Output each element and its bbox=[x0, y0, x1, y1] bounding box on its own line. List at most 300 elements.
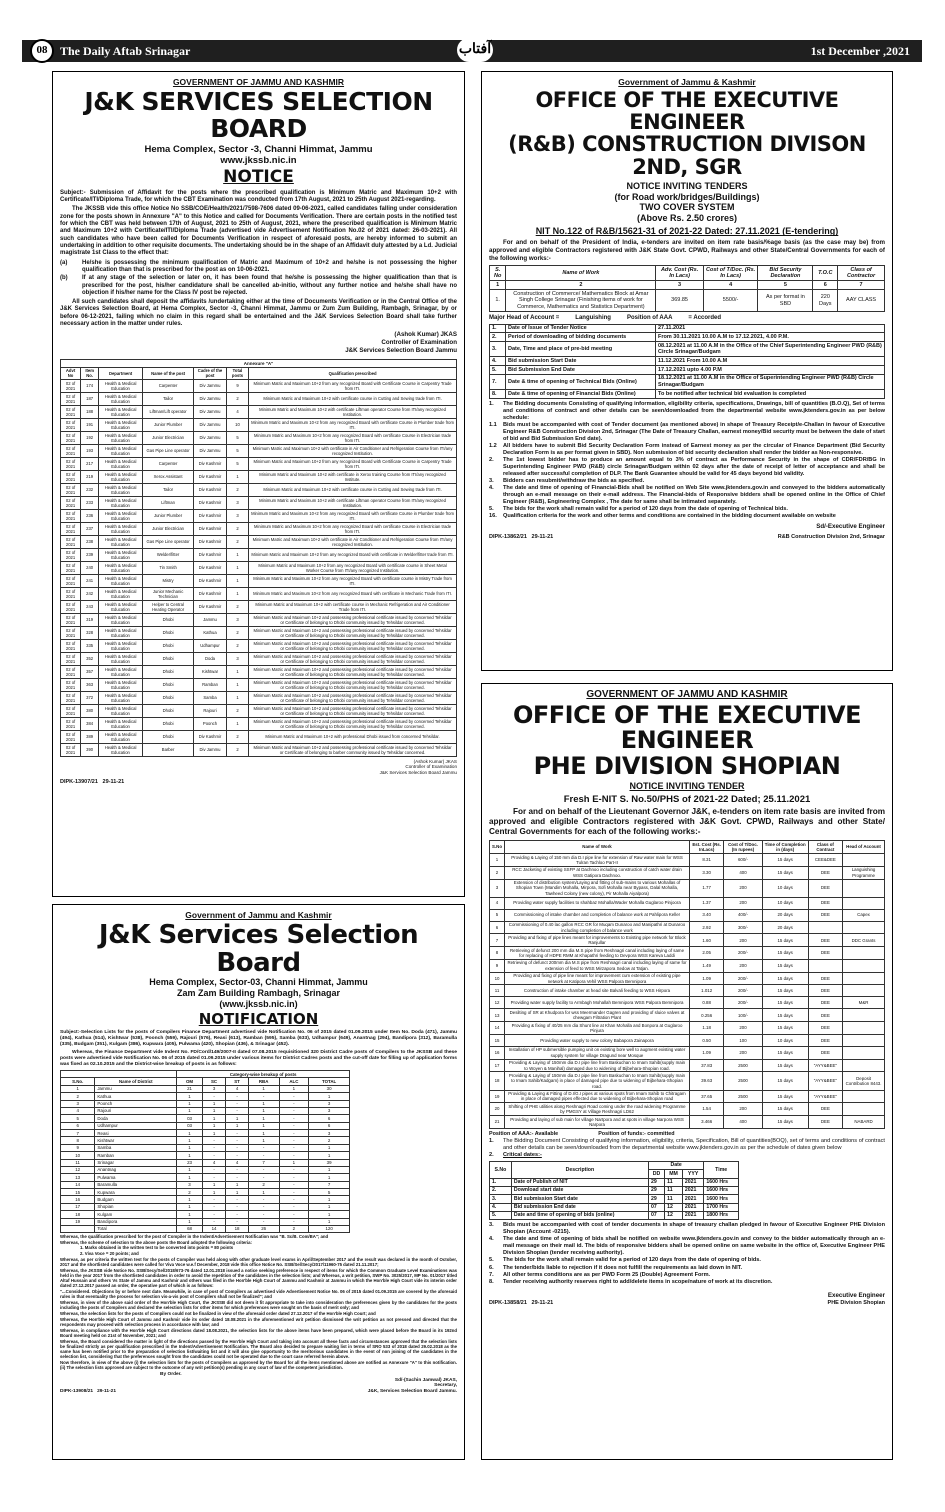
notification-paragraph: Whereas, as per criteria the written test for the posts of Compiler was held along with other graduate level exams in April/September 2017 and the result was declared in the month of October, 2017 and the shortlisted candidates were called for Viva Voce w.e.f December, 2018 vide this office Notice No. SSB/Sel/Secy/2017/11960-75 dated 21.11.2017; bbox=[60, 1256, 457, 1267]
annexure-cell: 239 bbox=[81, 548, 99, 561]
annexure-cell: Gas Pipe Line operator bbox=[143, 535, 194, 548]
annexure-cell: Minimum Matric and Maximum 10+2 from any recognized Board with certificate course in Mistry Trade from ITI. bbox=[249, 574, 457, 587]
ad2-works-table bbox=[489, 265, 885, 312]
annexure-cell: Health & Medical Education bbox=[99, 457, 143, 470]
phe-cell: Providing & Laying of 150mm dia D.I pipe line from Baskuchan to Imam Sahib(supply main to Imam Sahib/Kadgam) in place of damaged pipe due to widening of Bijbehara-Shopian road. bbox=[505, 1072, 690, 1090]
district-cell: 1 bbox=[309, 1203, 350, 1210]
annexure-row bbox=[61, 613, 457, 626]
annexure-cell: 02 of 2021 bbox=[61, 509, 81, 522]
condition-text: The 1st lowest bidder has to produce an amount equal to 3% of contract as Performance Security in the shape of CDR/FDR/BG in Superintending Engineer PWD (R&B) circle Srinagar/Budgam within 02 days after the date of receipt of letter of acceptance and shall be released after successful completion of DLP. The Bank Guarantee should be valid for 45 days beyond bid validity. bbox=[503, 456, 885, 477]
phe-cell: 200 bbox=[724, 959, 762, 972]
phe-cell: 15 days bbox=[762, 972, 808, 985]
annexure-cell: 232 bbox=[81, 483, 99, 496]
district-header: SC bbox=[202, 1078, 226, 1085]
district-cell: - bbox=[226, 1166, 248, 1173]
district-cell: - bbox=[248, 1152, 279, 1159]
phe-cell: 2500 bbox=[724, 1059, 762, 1072]
phe-date-cell: 12 bbox=[665, 1211, 683, 1219]
annexure-cell: Div Kashmir bbox=[194, 457, 227, 470]
district-cell: 7 bbox=[248, 1159, 279, 1166]
ad4-sign bbox=[489, 1292, 885, 1300]
annexure-cell: Health & Medical Education bbox=[99, 379, 143, 392]
annexure-cell: Health & Medical Education bbox=[99, 704, 143, 717]
district-cell: - bbox=[226, 1144, 248, 1151]
annexure-cell: Div Jammu bbox=[194, 392, 227, 405]
annexure-cell: Tailor bbox=[143, 483, 194, 496]
district-cell: - bbox=[226, 1218, 248, 1225]
ad1-sign2-name: (Ashok Kumar) JKAS bbox=[413, 758, 457, 764]
annexure-cell: Minimum Matric and Maximum 10+2 and possessing professional certificate issued by concerned Tehsildar or Certificate of belonging to Dhobi community issued by Tehsildar concerned. bbox=[249, 613, 457, 626]
district-cell: 1 bbox=[279, 1085, 309, 1092]
annexure-title: Annexure "A" bbox=[61, 360, 457, 367]
annexure-row bbox=[61, 730, 457, 743]
annexure-cell: 2 bbox=[226, 392, 248, 405]
district-cell: Doda bbox=[95, 1115, 177, 1122]
phe-cell: Providing & Laying of 150mm dia D.I pipe line from Baskuchan to Imam Sahib(supply main to Woyen & Manihal) damaged due to widening of Bijbehara-Shopian road. bbox=[505, 1059, 690, 1072]
district-cell: 6 bbox=[309, 1122, 350, 1129]
district-header: ST bbox=[226, 1078, 248, 1085]
district-cell: 7 bbox=[61, 1130, 95, 1137]
notification-paragraph: Whereas, the scheme of selection to the above posts the Board adopted the following criteria: bbox=[60, 1239, 252, 1245]
phe-cell bbox=[843, 921, 885, 934]
phe-cell: "AYY&BEE" bbox=[808, 1090, 842, 1103]
district-cell: 2 bbox=[177, 1189, 203, 1196]
ad2-s1: NOTICE INVITING TENDERS bbox=[626, 180, 748, 191]
phe-cell: DEE bbox=[808, 897, 842, 909]
annexure-cell: Minimum Matric and Maximum 10+2 with professional Dhobi issued from concerned Tehsildar. bbox=[249, 730, 457, 743]
ad1-web: www.jkssb.nic.in bbox=[220, 155, 297, 167]
district-cell: 1 bbox=[177, 1093, 203, 1100]
works-header: Name of Work bbox=[506, 266, 656, 281]
phe-work-row bbox=[490, 1022, 885, 1035]
annexure-cell: Health & Medical Education bbox=[99, 665, 143, 678]
ad3-gov: Government of Jammu and Kashmir bbox=[185, 910, 332, 920]
district-cell: - bbox=[202, 1144, 226, 1151]
annexure-cell: 174 bbox=[81, 379, 99, 392]
ad4-c1: The Bidding Document Consisting of qualifying information, eligibility, criteria, Specification, Bill of quantities(BOQ), set of terms and conditions of contract and other details can be seen/downloaded from the departmental website www.jktenders.gov.in as per the schedule of dates given below bbox=[503, 1137, 885, 1151]
phe-cell: Providing & Laying of 150 mm dia D.I pipe line for extension of Raw water main for WSS Tulran Tachloo Part-II bbox=[505, 854, 690, 867]
annexure-cell: Dhobi bbox=[143, 626, 194, 639]
phe-date-cell: 07 bbox=[648, 1203, 664, 1211]
district-cell: - bbox=[279, 1203, 309, 1210]
ad3-whereas1: Whereas, the Finance Department vide Indent No. FD/Cord/149/2007-II dated 07.08.2015 requisitioned 320 District Cadre posts of Compilers to the JKSSB and these posts were advertised vide Notification No. 06 of 2015 dated 01.09.2015 under various items for District Cadres posts and the cut-off date for filling up of application forms was fixed as 02.10.2015 and the District-wise breakup of posts is as follows: bbox=[60, 1050, 457, 1068]
district-cell: Total bbox=[95, 1225, 177, 1232]
annexure-cell: Ramban bbox=[194, 678, 227, 691]
district-cell: 30 bbox=[309, 1085, 350, 1092]
annexure-cell: Div Kashmir bbox=[194, 730, 227, 743]
district-cell: 2 bbox=[309, 1137, 350, 1144]
annexure-cell: 328 bbox=[81, 626, 99, 639]
phe-work-row bbox=[490, 947, 885, 960]
district-cell: 9 bbox=[61, 1144, 95, 1151]
annexure-cell: 241 bbox=[81, 574, 99, 587]
phe-cell: 18 bbox=[490, 1072, 505, 1090]
works-cell: As per format in SBD bbox=[758, 290, 813, 312]
phe-cell: 15 days bbox=[762, 959, 808, 972]
works-cell: 5500/- bbox=[703, 290, 758, 312]
district-cell: - bbox=[279, 1152, 309, 1159]
district-cell: 1 bbox=[61, 1085, 95, 1092]
phe-date-cell: 2021 bbox=[682, 1178, 703, 1186]
annexure-cell: Junior Electrician bbox=[143, 522, 194, 535]
phe-date-cell: 1600 Hrs bbox=[704, 1186, 739, 1194]
phe-cell: "AYY&BEE" bbox=[808, 1059, 842, 1072]
works-col-number: 2 bbox=[506, 281, 656, 290]
ad2-head-val: Languishing bbox=[575, 315, 611, 322]
phe-condition-item bbox=[489, 1222, 885, 1236]
district-cell: Srinagar bbox=[95, 1159, 177, 1166]
annexure-cell: Jammu bbox=[194, 613, 227, 626]
phe-cell: 15 days bbox=[762, 934, 808, 947]
district-cell: Kathua bbox=[95, 1093, 177, 1100]
works-header: T.O.C bbox=[813, 266, 838, 281]
annexure-cell: Minimum Matric and Maximum 10+2 from any recognized Board with certificate in Welder/fitter trade from ITI. bbox=[249, 548, 457, 561]
district-cell: 12 bbox=[61, 1166, 95, 1173]
phe-cell: 15 days bbox=[762, 866, 808, 879]
phe-date-row bbox=[490, 1195, 739, 1203]
annexure-cell: Health & Medical Education bbox=[99, 405, 143, 418]
annexure-row bbox=[61, 652, 457, 665]
phe-cell: Shifting of PHE utilities along Reshnagri Road coming under the road widening Programme by PMGSY at Village Reshnagri LD62 bbox=[505, 1103, 690, 1116]
phe-cell: Retrieving of defunct 200 mm dia M.S pipe from Reshnagri canal including laying of same for replacing of HDPE RMM at Khapathri feeding to Devpora WSS Kareva Laddi bbox=[505, 947, 690, 960]
district-row bbox=[61, 1174, 350, 1181]
phe-cell: 4 bbox=[490, 897, 505, 909]
district-cell: - bbox=[279, 1100, 309, 1107]
annexure-cell: 187 bbox=[81, 392, 99, 405]
annexure-cell: 188 bbox=[81, 405, 99, 418]
district-cell: 1 bbox=[177, 1203, 203, 1210]
annexure-cell: 192 bbox=[81, 431, 99, 444]
notification-paragraph: Whereas, the JKSSB vide Notice No. SSB/Secy/Sel/2018/673-76 dated 12.01.2018 issued a notice seeking preference in respect of items for which the Common Graduate Level Examinations was held in the year 2017 from the shortlisted candidates in order to avoid the repetition of the candidates in the selection lists; and Whereas, a writ petition, SWP No. 3025/2017, MP No. 01/2017 titled Altaf Hussain and others Vs State of Jammu and Kashmir and others was filed in the Hon'ble High Court of Jammu and Kashmir at Jammu in which the Hon'ble High Court vide its interim order dated 27.12.2017 passed an order, the operative part of which is as follows: bbox=[60, 1267, 457, 1289]
schedule-cell: 2. bbox=[490, 333, 506, 342]
district-cell: 1 bbox=[309, 1144, 350, 1151]
annexure-cell: 2 bbox=[226, 639, 248, 652]
annexure-row bbox=[61, 626, 457, 639]
district-cell: 2 bbox=[248, 1181, 279, 1188]
ad4-title1: OFFICE OF THE EXECUTIVE ENGINEER bbox=[512, 701, 861, 755]
notification-paragraph: Whereas, the qualification prescribed for the post of Compiler in the Indent/Advertisement Notification was "B. Sc/B. Com/BA"; and bbox=[60, 1233, 329, 1239]
annexure-row bbox=[61, 561, 457, 574]
district-cell: 6 bbox=[309, 1115, 350, 1122]
annexure-cell: Mistry bbox=[143, 574, 194, 587]
phe-cell: DEE bbox=[808, 1116, 842, 1129]
annexure-cell: 191 bbox=[81, 418, 99, 431]
condition-text: Bidders can resubmit/withdraw the bids as specified. bbox=[503, 477, 645, 484]
annexure-cell: 02 of 2021 bbox=[61, 548, 81, 561]
district-header: ALC bbox=[279, 1078, 309, 1085]
annexure-cell: Minimum Matric and Maximum 10+2 from any recognized Board with certificate Course in Electrician trade from ITI. bbox=[249, 522, 457, 535]
phe-cell: Capex bbox=[843, 909, 885, 921]
district-cell: 120 bbox=[309, 1225, 350, 1232]
district-cell: - bbox=[279, 1122, 309, 1129]
annexure-a-table bbox=[60, 359, 457, 757]
phe-cell: 15 days bbox=[762, 1090, 808, 1103]
district-cell: - bbox=[279, 1166, 309, 1173]
district-cell: - bbox=[202, 1196, 226, 1203]
works-col-number: 4 bbox=[703, 281, 758, 290]
annexure-cell: Minimum Matric and Maximum 10+2 with certificate course in Cutting and Sewing trade from ITI. bbox=[249, 483, 457, 496]
district-row bbox=[61, 1093, 350, 1100]
annexure-header: Item No. bbox=[81, 367, 99, 379]
phe-cell: 200 bbox=[724, 934, 762, 947]
phe-cell: 10 days bbox=[762, 879, 808, 897]
phe-work-row bbox=[490, 1103, 885, 1116]
district-cell: 21 bbox=[177, 1085, 203, 1092]
phe-cell: 15 days bbox=[762, 854, 808, 867]
jkssb-notice-ad bbox=[52, 71, 465, 897]
phe-work-row bbox=[490, 1034, 885, 1046]
annexure-cell: Minimum Matric and Maximum 10+2 and possessing professional certificate issued by concerned Tehsildar or Certificate of belonging to Dhobi community issued by Tehsildar concerned. bbox=[249, 704, 457, 717]
ad4-date-h1: Description bbox=[511, 1161, 648, 1178]
schedule-cell: 8. bbox=[490, 390, 506, 399]
phe-cell: DEE bbox=[808, 985, 842, 997]
district-cell: 17 bbox=[61, 1203, 95, 1210]
annexure-cell: 1 bbox=[226, 548, 248, 561]
newspaper-logo: آفتاب bbox=[457, 38, 493, 62]
schedule-cell: Period of downloading of bidding documents bbox=[506, 333, 656, 342]
annexure-cell: Xerox Assistant bbox=[143, 470, 194, 483]
ad1-item-a-row: (a) He/she is possessing the minimum qualification of Matric and Maximum of 10+2 and he/she is not possessing the higher qualification than that is prescribed for the post as on 10-06-2021. bbox=[60, 259, 457, 273]
annexure-cell: 1 bbox=[226, 717, 248, 730]
phe-cell: Providing & fixing of 40/25 mm dia Shunt line at Khan Mohalla and Bonpora at Guglaroo Pinjura bbox=[505, 1022, 690, 1035]
district-cell: Pulwama bbox=[95, 1174, 177, 1181]
works-header: Bid Security Declaration bbox=[758, 266, 813, 281]
ad2-head-label: Major Head of Account = bbox=[489, 315, 560, 322]
annexure-cell: Health & Medical Education bbox=[99, 639, 143, 652]
ad3-by-order: By Order. bbox=[160, 1371, 182, 1377]
condition-item bbox=[489, 478, 885, 485]
annexure-cell: Minimum Matric and Maximum 10+2 from any recognized Board with Certificate Course in Carpentry Trade from ITI. bbox=[249, 379, 457, 392]
district-cell: - bbox=[202, 1166, 226, 1173]
phe-cell: 21 bbox=[490, 1116, 505, 1129]
phe-date-cell: 29 bbox=[648, 1195, 664, 1203]
phe-cell: 8.31 bbox=[690, 854, 724, 867]
annexure-cell: Div Jammu bbox=[194, 444, 227, 457]
annexure-row bbox=[61, 379, 457, 392]
district-cell: - bbox=[226, 1211, 248, 1218]
ad4-date-h5: Time bbox=[704, 1161, 739, 1178]
annexure-header: Cadre of the post bbox=[194, 367, 227, 379]
annexure-row bbox=[61, 587, 457, 600]
ad1-title: J&K SERVICES SELECTION BOARD bbox=[84, 87, 433, 143]
schedule-cell: 17.12.2021 upto 4.00 P.M bbox=[656, 366, 885, 375]
district-cell: 1 bbox=[309, 1196, 350, 1203]
annexure-cell: Kishtwar bbox=[194, 665, 227, 678]
notification-paragraph: 2. Viva Voce = 20 points; and bbox=[80, 1251, 139, 1257]
annexure-cell: 2 bbox=[226, 626, 248, 639]
district-cell bbox=[61, 1225, 95, 1232]
phe-cell: 12 bbox=[490, 997, 505, 1009]
annexure-cell: 02 of 2021 bbox=[61, 392, 81, 405]
phe-cell: Providing and laying of sub main for village Nartpora and at spots in village Narpora WSS Narpora bbox=[505, 1116, 690, 1129]
district-cell: 10 bbox=[61, 1152, 95, 1159]
phe-cell: Extension of distribution system/Laying and fitting of sub-mains to various Mohallas of Shopian Town (Mandim Mohalla, Mirpora, Sofi Mohalla near Bypass, Dalal Mohalla, Tawheed Colony (new colony), Pir Mohalla Aiyalpora) bbox=[505, 879, 690, 897]
phe-work-row bbox=[490, 985, 885, 997]
annexure-cell: Div Kashmir bbox=[194, 483, 227, 496]
phe-date-cell: 2021 bbox=[682, 1211, 703, 1219]
phe-cell: 200 bbox=[724, 1022, 762, 1035]
condition-number: 1. bbox=[489, 400, 494, 407]
district-cell: 3 bbox=[202, 1085, 226, 1092]
issue-date: 1st December ,2021 bbox=[810, 43, 910, 58]
annexure-cell: 02 of 2021 bbox=[61, 691, 81, 704]
schedule-cell: 08.12.2021 at 11.00 A.M in the Office of the Chief Superintending Engineer PWD (R&B) Circle Srinagar/Budgam bbox=[656, 342, 885, 357]
annexure-cell: Minimum Matric and Maximum 10+2 and possessing professional certificate issued by concerned Tehsildar or Certificate of belonging to Dhobi community issued by Tehsildar concerned. bbox=[249, 678, 457, 691]
phe-date-cell: 3. bbox=[490, 1195, 512, 1203]
annexure-cell: 237 bbox=[81, 522, 99, 535]
annexure-row bbox=[61, 639, 457, 652]
annexure-row bbox=[61, 392, 457, 405]
district-cell: Anantnag bbox=[95, 1166, 177, 1173]
annexure-cell: 2 bbox=[226, 743, 248, 756]
annexure-cell: Minimum Matric and Maximum 10+2 from any recognized Board with certificate Course in Electrician trade from ITI. bbox=[249, 431, 457, 444]
phe-cell: Commissioning of 0.40 lac gallon RCC GR for Muqam Dunaroo and Manipathri at Dunaroo including completion of balance work bbox=[505, 921, 690, 934]
annexure-cell: Health & Medical Education bbox=[99, 652, 143, 665]
district-cell: Budgam bbox=[95, 1196, 177, 1203]
schedule-cell: 11.12.2021 From 10.00 A.M bbox=[656, 357, 885, 366]
works-col-number: 1 bbox=[490, 281, 506, 290]
ad1-sign-name: (Ashok Kumar) JKAS bbox=[394, 331, 457, 339]
phe-work-row bbox=[490, 879, 885, 897]
phe-cell: 300/- bbox=[724, 921, 762, 934]
phe-cell: DEE bbox=[808, 934, 842, 947]
condition-text: The date and time of opening of Financial-Bids shall be notified on Web Site www.jktenders.gov.in and conveyed to the bidders automatically through an e-mail message on their e-mail address. The Financial-bids of Responsive bidders shall be opened online in the Office of Chief Engineer (R&B), Engineering Complex , The date for same shall be intimated separately. bbox=[503, 485, 885, 505]
phe-date-cell: 1800 Hrs bbox=[704, 1211, 739, 1219]
district-cell: 5 bbox=[61, 1115, 95, 1122]
ad3-dipk: DIPK-13908/21 bbox=[60, 1389, 94, 1395]
schedule-cell: 1. bbox=[490, 324, 506, 333]
annexure-cell: 1 bbox=[226, 574, 248, 587]
district-cell: - bbox=[279, 1174, 309, 1181]
annexure-cell: Div Jammu bbox=[194, 379, 227, 392]
district-cell: Udhampur bbox=[95, 1122, 177, 1129]
phe-cell: Providing water supply facilities to shahbaz Mohalla/Wader Mohalla Guglaroo Pinjoora bbox=[505, 897, 690, 909]
annexure-cell: 352 bbox=[81, 652, 99, 665]
district-cell: 1 bbox=[177, 1130, 203, 1137]
annexure-cell: 389 bbox=[81, 730, 99, 743]
district-cell: 1 bbox=[309, 1218, 350, 1225]
condition-number: 16. bbox=[489, 513, 497, 520]
district-breakup-table bbox=[60, 1070, 350, 1233]
annexure-cell: Div Jammu bbox=[194, 743, 227, 756]
district-cell: - bbox=[279, 1130, 309, 1137]
condition-item bbox=[489, 506, 885, 513]
district-cell: - bbox=[226, 1130, 248, 1137]
annexure-cell: 240 bbox=[81, 561, 99, 574]
annexure-cell: Div Kashmir bbox=[194, 548, 227, 561]
phe-cell: CEE&DEE bbox=[808, 854, 842, 867]
phe-cell bbox=[843, 985, 885, 997]
annexure-cell: 357 bbox=[81, 665, 99, 678]
ad2-dipk: DIPK-13862/21 bbox=[489, 533, 527, 540]
district-cell: 1 bbox=[177, 1137, 203, 1144]
district-cell: 4 bbox=[226, 1159, 248, 1166]
notification-paragraph: Whereas, the Board considered the matter in light of the directions passed by the Hon'ble High Court and taking into account all these facts and circumstances approved that the selection lists be finalized strictly as per qualification prescribed in the Indent/Advertisement Notification. The Board also decided to prepare waiting list in terms of SRO 533 of 2018 dated 29.02.2018 as the same has been notified prior to the preparation of selection list/waiting list and it will also give opportunity to the meritorious candidates in the event of non joining of the candidates in the selection list, considering that the preferences sought from the candidates could not be operated due to the court case referred herein above. bbox=[60, 1338, 457, 1360]
schedule-cell: Bid submission Start Date bbox=[506, 357, 656, 366]
district-cell: 3 bbox=[61, 1100, 95, 1107]
district-cell: Kupwara bbox=[95, 1189, 177, 1196]
ad3-sign-title: Secretary, bbox=[434, 1383, 457, 1389]
annexure-cell: 02 of 2021 bbox=[61, 678, 81, 691]
annexure-cell: 02 of 2021 bbox=[61, 496, 81, 509]
schedule-cell: Date & time of opening of Technical Bids (Online) bbox=[506, 374, 656, 389]
district-cell: 1 bbox=[309, 1152, 350, 1159]
phe-cell: NABARD bbox=[843, 1116, 885, 1129]
ad2-sign: Sd/-Executive Engineer bbox=[816, 523, 885, 531]
annexure-cell: Kathua bbox=[194, 626, 227, 639]
district-cell: - bbox=[226, 1137, 248, 1144]
annexure-cell: 02 of 2021 bbox=[61, 639, 81, 652]
ad2-title2: (R&B) CONSTRUCTION DIVISON 2ND, SGR bbox=[508, 132, 866, 179]
ad2-head-account bbox=[489, 315, 885, 322]
district-cell: 1 bbox=[309, 1166, 350, 1173]
phe-cell: RCC Jacketing of existing SSFP at Dachnoo including construction of catch water drain WSS Gatipora Dachnoo. bbox=[505, 866, 690, 879]
annexure-cell: 219 bbox=[81, 470, 99, 483]
phe-date-cell: 29 bbox=[648, 1178, 664, 1186]
district-cell: Kishtwar bbox=[95, 1137, 177, 1144]
works-col-number: 3 bbox=[656, 281, 703, 290]
phe-cell: 15 days bbox=[762, 997, 808, 1009]
district-cell: 1 bbox=[177, 1144, 203, 1151]
district-cell: 14 bbox=[61, 1181, 95, 1188]
phe-cell: 400/- bbox=[724, 909, 762, 921]
annexure-row bbox=[61, 405, 457, 418]
phe-cell: 1.37 bbox=[690, 897, 724, 909]
phe-condition-text: Bids must be accompanied with cost of tender documents in shape of treasury challan pledged in favour of Executive Engineer PHE Division Shopian (Account -0215). bbox=[503, 1222, 885, 1236]
district-row bbox=[61, 1137, 350, 1144]
ad1-gov: GOVERNMENT OF JAMMU AND KASHMIR bbox=[172, 77, 345, 87]
notification-paragraph: 1. Marks obtained in the written test to be converted into points = 80 points bbox=[80, 1245, 234, 1251]
notification-paragraph: "...Considered. Objections by or before next date. Meanwhile, in case of post of Compilers as advertised vide Advertisement Notice No. 06 of 2015 dated 01.09.2015 are covered by the aforesaid rules in that eventuality the process for selection vis-a-vis post of Compilers shall not be finalized"; and bbox=[60, 1289, 457, 1300]
phe-cell: Retrieving of defunct 200mm dia M.S pipe from Reshnagri canal including laying of same for extension of feed to WSS Mirzapora Sedow at Tatjan. bbox=[505, 959, 690, 972]
annexure-row bbox=[61, 678, 457, 691]
annexure-cell: Junior Plumber bbox=[143, 509, 194, 522]
ad3-web: (www.jkssb.nic.in) bbox=[219, 998, 298, 1009]
ad1-footer bbox=[60, 779, 457, 786]
ad1-sign2 bbox=[60, 759, 457, 776]
phe-cell: Deposit Contribution 8443. bbox=[843, 1072, 885, 1090]
annexure-cell: Health & Medical Education bbox=[99, 626, 143, 639]
works-cell: 369.85 bbox=[656, 290, 703, 312]
phe-cell: Construction of intake chamber at head site Balvali feeding to WSS Hirpora bbox=[505, 985, 690, 997]
district-cell: - bbox=[248, 1144, 279, 1151]
annexure-cell: 1 bbox=[226, 678, 248, 691]
annexure-cell: Health & Medical Education bbox=[99, 483, 143, 496]
district-cell: - bbox=[248, 1203, 279, 1210]
annexure-cell: Minimum Matric and Maximum 10+2 with certificate Liftman operator Course from ITI/any recognized Institution. bbox=[249, 405, 457, 418]
district-cell: 4 bbox=[226, 1085, 248, 1092]
phe-date-cell: 2021 bbox=[682, 1186, 703, 1194]
phe-cell bbox=[843, 1009, 885, 1022]
annexure-cell: 02 of 2021 bbox=[61, 561, 81, 574]
annexure-cell: 5 bbox=[226, 444, 248, 457]
phe-cell: 15 days bbox=[762, 1059, 808, 1072]
phe-cell: Languishing Programme bbox=[843, 866, 885, 879]
annexure-cell: Minimum Matric and Maximum 10+2 with certificate course in Cutting and Sewing trade from ITI. bbox=[249, 392, 457, 405]
phe-cell: 3 bbox=[490, 879, 505, 897]
ad3-addr2: Zam Zam Building Rambagh, Srinagar bbox=[176, 987, 341, 998]
phe-cell: 200/- bbox=[724, 947, 762, 960]
phe-cell: DEE bbox=[808, 972, 842, 985]
ad1-signature bbox=[60, 331, 457, 354]
district-cell: 1 bbox=[226, 1189, 248, 1196]
phe-cell: 3.40 bbox=[690, 909, 724, 921]
annexure-cell: 02 of 2021 bbox=[61, 587, 81, 600]
annexure-cell: Dhobi bbox=[143, 704, 194, 717]
phe-cell bbox=[843, 854, 885, 867]
district-cell: - bbox=[226, 1174, 248, 1181]
district-cell: - bbox=[248, 1211, 279, 1218]
